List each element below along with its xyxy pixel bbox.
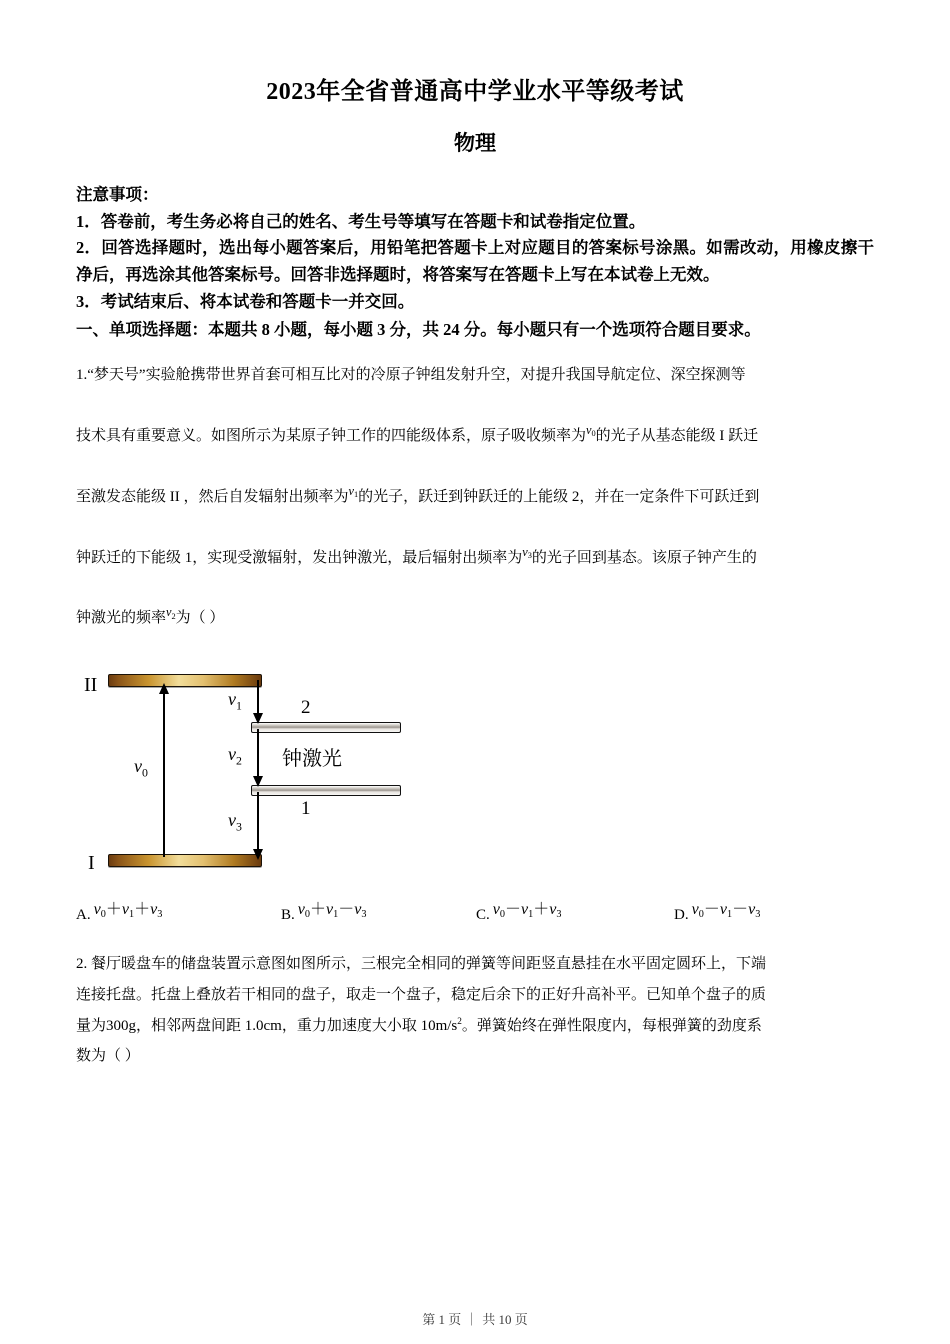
nu2-symbol-inline: ν2 [166,605,176,621]
arrow-line-nu0 [163,687,165,857]
page-title: 2023年全省普通高中学业水平等级考试 [266,79,684,105]
energy-bar-level-II [108,674,262,687]
question-1-options [76,897,874,931]
option-a-formula: $\nu_0+\nu_1+\nu_3$ [93,901,163,921]
arrow-line-nu1 [257,680,259,717]
notice-item-1: 1．答卷前，考生务必将自己的姓名、考生号等填写在答题卡和试卷指定位置。 [76,211,646,231]
nu3-symbol-inline: ν3 [522,544,532,560]
footer-total-pages: 共 10 页 [482,1312,528,1327]
question-2-exponent: 2 [457,1016,462,1027]
question-2-line-4: 数为（ ） [76,1048,140,1065]
question-1-text-3b: 的光子，跃迁到钟跃迁的上能级 2，并在一定条件下可跃迁到 [358,488,760,505]
question-1-line-3 [76,467,874,528]
section-heading: 一、单项选择题：本题共 8 小题，每小题 3 分，共 24 分。每小题只有一个选项符合题目要求。 [76,319,761,339]
option-d-letter: D. [674,907,689,924]
option-c[interactable] [476,901,562,924]
arrow-head-nu0 [159,683,169,694]
energy-bar-clock-lower-1 [251,785,401,796]
option-d-formula: $\nu_0-\nu_1-\nu_3$ [691,901,761,921]
question-1-text-4a: 钟跃迁的下能级 1，实现受激辐射，发出钟激光，最后辐射出频率为 [76,549,523,566]
notice-block [76,182,874,316]
arrow-line-nu2 [257,729,259,779]
nu1-symbol-inline: ν1 [348,483,359,500]
diagram-label-nu1: $\nu_1$ [228,689,242,713]
diagram-label-nu3: $\nu_3$ [228,810,242,834]
question-1-line-2 [76,406,874,467]
option-c-formula: $\nu_0-\nu_1+\nu_3$ [492,901,562,921]
diagram-label-nu0: $\nu_0$ [134,756,148,780]
question-1-text-1: “梦天号”实验舱携带世界首套可相互比对的冷原子钟组发射升空，对提升我国导航定位、深空探测等 [87,367,746,384]
level-label-II: II [84,674,98,697]
question-2-text-3b: 。弹簧始终在弹性限度内，每根弹簧的劲度系 [461,1017,762,1034]
nu0-symbol-inline-1: ν0 [586,423,596,439]
question-1-line-1 [76,345,874,406]
question-2-line-3 [76,1011,874,1042]
energy-bar-clock-upper-2 [251,722,401,733]
notice-item-2: 2．回答选择题时，选出每小题答案后，用铅笔把答题卡上对应题目的答案标号涂黑。如需改动，用橡皮擦干净后，再选涂其他答案标号。回答非选择题时，将答案写在答题卡上写在本试卷上无效。 [76,238,874,285]
option-b-formula: $\nu_0+\nu_1-\nu_3$ [297,901,367,921]
question-1-text-2b: 的光子从基态能级 I 跃迁 [595,428,759,445]
question-2 [76,949,874,1072]
diagram-level-number-2: 2 [301,697,311,719]
page-content [76,0,874,1072]
option-a-letter: A. [76,907,91,924]
subject-title: 物理 [454,130,496,155]
question-1-text-2a: 技术具有重要意义。如图所示为某原子钟工作的四能级体系，原子吸收频率为 [76,428,587,445]
question-1-line-4 [76,528,874,589]
arrow-head-nu3 [253,849,263,860]
option-d[interactable] [674,901,760,924]
arrow-line-nu3 [257,792,259,854]
question-1-text-3a: 至激发态能级 II ，然后自发辐射出频率为 [76,488,349,505]
notice-heading: 注意事项： [76,184,159,204]
question-1-text-5b: 为（ ） [175,610,225,627]
option-a[interactable] [76,901,162,924]
footer-separator: ｜ [465,1312,479,1327]
energy-bar-level-I [108,854,262,867]
level-label-I: I [88,852,95,875]
question-1-line-5 [76,588,874,649]
option-b[interactable] [281,901,367,924]
diagram-annotation-clock-laser: 钟激光 [282,748,342,771]
question-1-number: 1. [76,367,88,384]
option-c-letter: C. [476,907,490,924]
question-2-line-2: 连接托盘。托盘上叠放若干相同的盘子，取走一个盘子，稳定后余下的正好升高补平。已知单个盘子的质 [76,986,767,1003]
question-1-text-5a: 钟激光的频率 [76,610,167,627]
footer-page-number: 第 1 页 [422,1312,462,1327]
notice-item-3: 3．考试结束后、将本试卷和答题卡一并交回。 [76,291,415,311]
diagram-label-nu2: $\nu_2$ [228,744,242,768]
energy-level-diagram [84,671,874,891]
question-2-text-3a: 量为300g，相邻两盘间距 1.0cm，重力加速度大小取 10m/s [76,1017,458,1034]
diagram-level-number-1: 1 [301,798,311,820]
page-footer [0,1309,950,1328]
option-b-letter: B. [281,907,295,924]
question-1-text-4b: 的光子回到基态。该原子钟产生的 [531,549,757,566]
arrow-head-nu1 [253,713,263,724]
arrow-head-nu2 [253,776,263,787]
question-1 [76,345,874,931]
question-2-line-1: 2. 餐厅暖盘车的储盘装置示意图如图所示，三根完全相同的弹簧等间距竖直悬挂在水平固定圆环上，下端 [76,956,767,973]
